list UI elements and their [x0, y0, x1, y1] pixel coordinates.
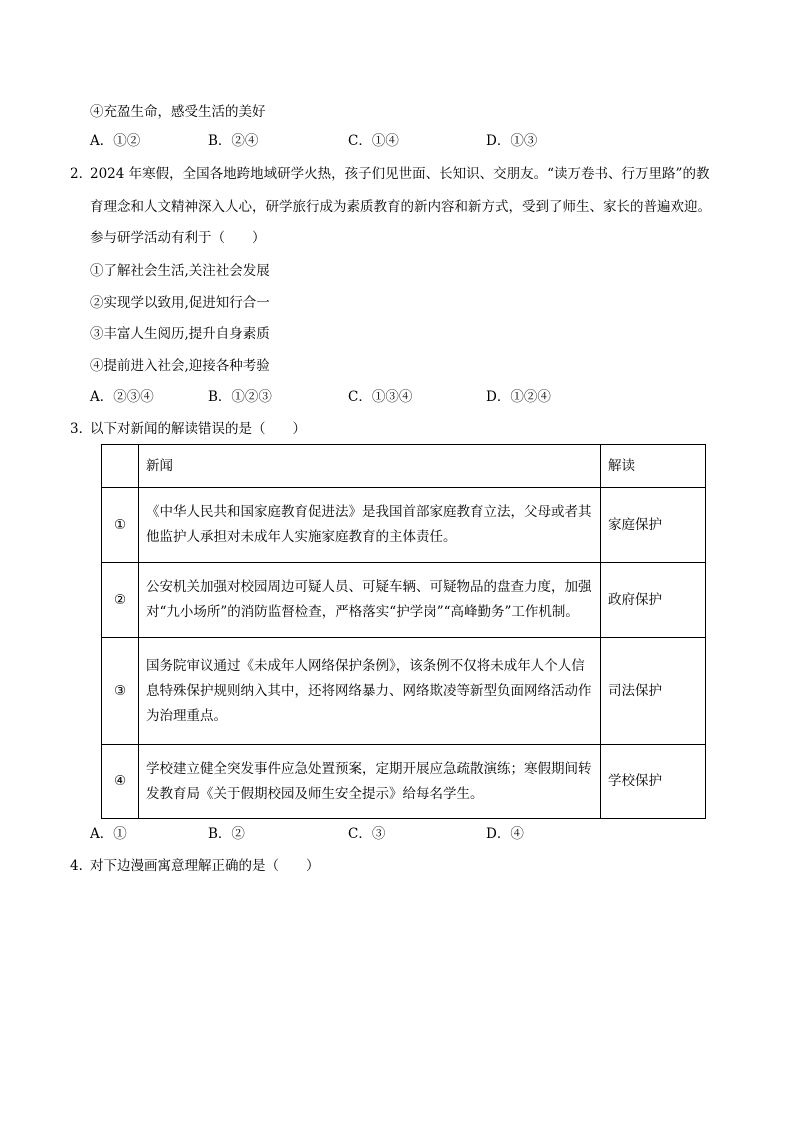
row-news: 学校建立健全突发事件应急处置预案，定期开展应急疏散演练；寒假期间转发教育局《关于假期校园及师生安全提示》给每名学生。	[139, 745, 601, 819]
q2-stem-line-2: 育理念和人文精神深入人心，研学旅行成为素质教育的新内容和新方式，受到了师生、家长的普遍欢迎。	[90, 199, 711, 215]
table-row	[102, 488, 706, 563]
q2-option-c[interactable]: C．①③④	[348, 389, 413, 405]
row-reading: 政府保护	[601, 563, 706, 638]
row-reading: 司法保护	[601, 638, 706, 745]
row-number: ③	[102, 638, 139, 745]
q2-options	[90, 387, 710, 407]
row-number: ②	[102, 563, 139, 638]
q2-stem-line-3: 参与研学活动有利于（ ）	[90, 230, 266, 246]
table-row	[102, 638, 706, 745]
q4-number: 4．	[70, 858, 93, 874]
table-row	[102, 563, 706, 638]
q2-option-d[interactable]: D．①②④	[486, 389, 551, 405]
cartoon-placeholder-area	[90, 880, 710, 1080]
q1-option-b[interactable]: B．②④	[208, 133, 259, 149]
header-cell-reading: 解读	[601, 445, 706, 488]
row-news: 《中华人民共和国家庭教育促进法》是我国首部家庭教育立法，父母或者其他监护人承担对未成年人实施家庭教育的主体责任。	[139, 488, 601, 563]
row-news: 公安机关加强对校园周边可疑人员、可疑车辆、可疑物品的盘查力度，加强对“九小场所”的消防监督检查，严格落实“护学岗”“高峰勤务”工作机制。	[139, 563, 601, 638]
q2-item-3: ③丰富人生阅历,提升自身素质	[90, 326, 270, 342]
q3-option-d[interactable]: D．④	[486, 826, 524, 842]
q3-stem: 以下对新闻的解读错误的是（ ）	[90, 421, 306, 437]
row-reading: 学校保护	[601, 745, 706, 819]
q1-item-4: ④充盈生命，感受生活的美好	[90, 104, 266, 120]
row-number: ④	[102, 745, 139, 819]
q4-stem: 对下边漫画寓意理解正确的是（ ）	[90, 858, 320, 874]
header-cell-empty	[102, 445, 139, 488]
row-reading: 家庭保护	[601, 488, 706, 563]
header-cell-news: 新闻	[139, 445, 601, 488]
row-number: ①	[102, 488, 139, 563]
q1-option-a[interactable]: A．①②	[90, 133, 141, 149]
news-table-header-row	[102, 445, 706, 488]
q3-option-c[interactable]: C．③	[348, 826, 386, 842]
table-row	[102, 745, 706, 819]
row-news: 国务院审议通过《未成年人网络保护条例》，该条例不仅将未成年人个人信息特殊保护规则纳入其中，还将网络暴力、网络欺凌等新型负面网络活动作为治理重点。	[139, 638, 601, 745]
q2-option-b[interactable]: B．①②③	[208, 389, 272, 405]
q2-item-1: ①了解社会生活,关注社会发展	[90, 263, 270, 279]
q1-options	[90, 131, 710, 151]
q1-option-c[interactable]: C．①④	[348, 133, 399, 149]
q3-option-a[interactable]: A．①	[90, 826, 127, 842]
q1-option-d[interactable]: D．①③	[486, 133, 538, 149]
q3-option-b[interactable]: B．②	[208, 826, 245, 842]
q3-number: 3．	[70, 421, 93, 437]
q2-number: 2．	[70, 166, 93, 182]
q2-stem-line-1: 2024 年寒假，全国各地跨地域研学火热，孩子们见世面、长知识、交朋友。“读万卷书、行万里路”的教	[90, 166, 710, 182]
q2-item-2: ②实现学以致用,促进知行合一	[90, 295, 270, 311]
q2-item-4: ④提前进入社会,迎接各种考验	[90, 358, 270, 374]
q2-option-a[interactable]: A．②③④	[90, 389, 154, 405]
news-table	[101, 444, 706, 819]
q3-options	[90, 824, 710, 844]
